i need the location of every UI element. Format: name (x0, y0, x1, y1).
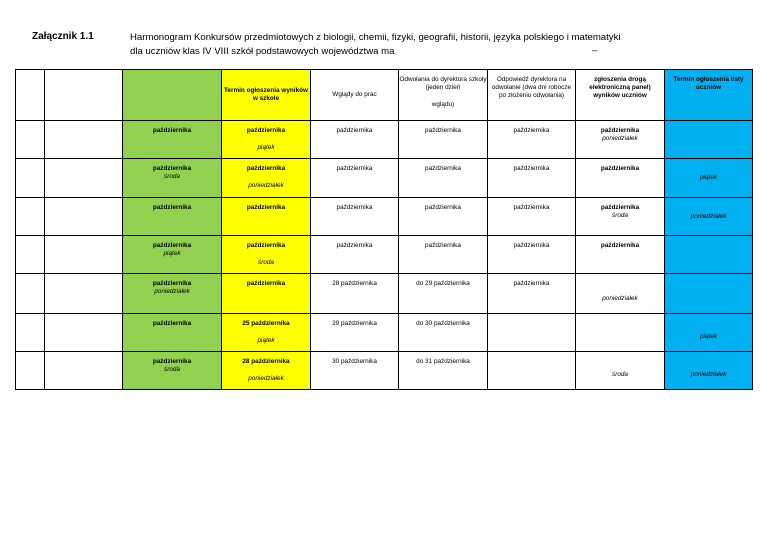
header-results-term: Termin ogłoszenia wyników w szkole (222, 70, 311, 121)
review-date: października (336, 165, 373, 172)
results-month: października (246, 204, 286, 211)
competition-date-cell (123, 274, 222, 314)
results-term-cell (222, 274, 311, 314)
results-weekday: poniedziałek (248, 375, 284, 382)
results-weekday: poniedziałek (248, 182, 284, 189)
results-month: października (246, 242, 286, 249)
appeal-date: do 31 października (416, 358, 470, 365)
title-line-1: Harmonogram Konkursów przedmiotowych z biologii, chemii, fizyki, geografii, historii, języka polskiego i matematyki (130, 32, 621, 43)
list-term-cell (665, 198, 753, 236)
schedule-table (15, 69, 753, 390)
list-weekday: piątek (699, 332, 718, 340)
submission-cell (576, 198, 665, 236)
results-term-cell (222, 314, 311, 352)
response-date: października (513, 280, 550, 287)
list-term-cell (665, 121, 753, 159)
appeal-cell (399, 159, 488, 198)
empty-cell (16, 274, 45, 314)
header-appeals-line1: Odwołania do dyrektora szkoły (jeden dzień (399, 76, 487, 91)
review-cell (311, 159, 399, 198)
competition-month: października (152, 204, 192, 211)
response-cell (488, 236, 576, 274)
review-cell (311, 121, 399, 159)
title-line-2: dla uczniów klas IV VIII szkół podstawowych województwa ma (130, 46, 395, 57)
competition-weekday: piątek (163, 250, 181, 257)
review-cell (311, 198, 399, 236)
submission-cell (576, 352, 665, 390)
competition-weekday: środa (164, 173, 180, 180)
header-appeals (399, 70, 488, 121)
review-date: 28 października (332, 280, 377, 287)
competition-date-cell (123, 314, 222, 352)
header-cell-1 (16, 70, 45, 121)
competition-month: października (152, 320, 192, 327)
empty-cell (45, 236, 123, 274)
table-row (16, 314, 753, 352)
header-appeals-line2: wglądu) (431, 101, 455, 108)
submission-month: października (600, 242, 640, 249)
review-date: października (336, 127, 373, 134)
results-weekday: piątek (257, 337, 275, 344)
empty-cell (16, 352, 45, 390)
results-month: października (246, 280, 286, 287)
competition-date-cell (123, 198, 222, 236)
competition-date-cell (123, 236, 222, 274)
table-row (16, 159, 753, 198)
submission-cell (576, 274, 665, 314)
appeal-date: października (425, 127, 461, 134)
appeal-date: do 29 października (416, 280, 470, 287)
submission-cell (576, 236, 665, 274)
results-term-cell (222, 121, 311, 159)
submission-weekday: poniedziałek (602, 135, 638, 142)
attachment-label: Załącznik 1.1 (32, 31, 94, 42)
list-weekday: poniedziałek (690, 371, 727, 378)
submission-cell (576, 121, 665, 159)
competition-month: października (152, 242, 192, 249)
appeal-date: do 30 października (416, 320, 470, 327)
submission-cell (576, 314, 665, 352)
competition-weekday: środa (164, 366, 180, 373)
appeal-date: października (425, 204, 461, 211)
empty-cell (45, 159, 123, 198)
response-cell (488, 314, 576, 352)
header-cell-2 (45, 70, 123, 121)
appeal-date: października (425, 242, 461, 249)
table-header-row (16, 70, 753, 121)
response-cell (488, 159, 576, 198)
empty-cell (45, 274, 123, 314)
response-date: października (513, 204, 550, 211)
results-term-cell (222, 236, 311, 274)
empty-cell (16, 198, 45, 236)
appeal-cell (399, 274, 488, 314)
competition-month: października (152, 127, 192, 134)
review-date: października (336, 242, 373, 249)
title-dash: – (592, 45, 598, 56)
empty-cell (16, 314, 45, 352)
response-cell (488, 274, 576, 314)
results-term-cell (222, 352, 311, 390)
header-response: Odpowiedź dyrektora na odwołanie (dwa dni robocze po złożeniu odwołania) (488, 70, 576, 121)
submission-weekday: poniedziałek (602, 295, 638, 302)
submission-weekday: środa (612, 212, 628, 219)
submission-month: października (600, 165, 640, 172)
competition-month: października (152, 280, 192, 287)
appeal-cell (399, 236, 488, 274)
submission-month: października (600, 204, 640, 211)
list-term-cell (665, 314, 753, 352)
response-date: października (513, 242, 550, 249)
empty-cell (45, 314, 123, 352)
results-month: października (246, 127, 286, 134)
response-date: października (513, 127, 550, 134)
competition-date-cell (123, 159, 222, 198)
competition-date-cell (123, 352, 222, 390)
results-weekday: piątek (257, 144, 275, 151)
review-cell (311, 274, 399, 314)
review-cell (311, 352, 399, 390)
competition-month: października (152, 165, 192, 172)
competition-month: października (152, 358, 192, 365)
list-weekday: poniedziałek (690, 212, 727, 220)
appeal-cell (399, 121, 488, 159)
response-date: października (513, 165, 550, 172)
appeal-cell (399, 198, 488, 236)
table-row (16, 198, 753, 236)
response-cell (488, 121, 576, 159)
header-list-term: Termin ogłoszenia listy uczniów (665, 70, 753, 121)
empty-cell (16, 121, 45, 159)
list-term-cell (665, 274, 753, 314)
table-row (16, 274, 753, 314)
results-month: 28 października (242, 358, 290, 365)
submission-month: października (600, 127, 640, 134)
empty-cell (16, 159, 45, 198)
appeal-date: października (425, 165, 461, 172)
results-month: 25 października (242, 320, 290, 327)
results-term-cell (222, 159, 311, 198)
empty-cell (45, 121, 123, 159)
table-row (16, 352, 753, 390)
competition-weekday: poniedziałek (154, 288, 190, 295)
submission-weekday: środa (612, 371, 628, 378)
empty-cell (16, 236, 45, 274)
submission-cell (576, 159, 665, 198)
header-review: Wglądy do prac (311, 70, 399, 121)
table-row (16, 121, 753, 159)
empty-cell (45, 198, 123, 236)
review-date: października (336, 204, 373, 211)
page-title (130, 31, 621, 59)
empty-cell (45, 352, 123, 390)
list-term-cell (665, 236, 753, 274)
review-date: 29 października (332, 320, 377, 327)
header-cell-3 (123, 70, 222, 121)
list-term-cell (665, 352, 753, 390)
list-weekday: piątek (699, 174, 718, 181)
competition-date-cell (123, 121, 222, 159)
table-row (16, 236, 753, 274)
list-term-cell (665, 159, 753, 198)
review-cell (311, 236, 399, 274)
results-term-cell (222, 198, 311, 236)
response-cell (488, 198, 576, 236)
header-submission: zgłoszenia drogą elektroniczną panel) wyników uczniów (576, 70, 665, 121)
appeal-cell (399, 314, 488, 352)
review-date: 30 października (332, 358, 377, 365)
response-cell (488, 352, 576, 390)
appeal-cell (399, 352, 488, 390)
results-weekday: środa (258, 259, 274, 266)
review-cell (311, 314, 399, 352)
results-month: października (246, 165, 286, 172)
